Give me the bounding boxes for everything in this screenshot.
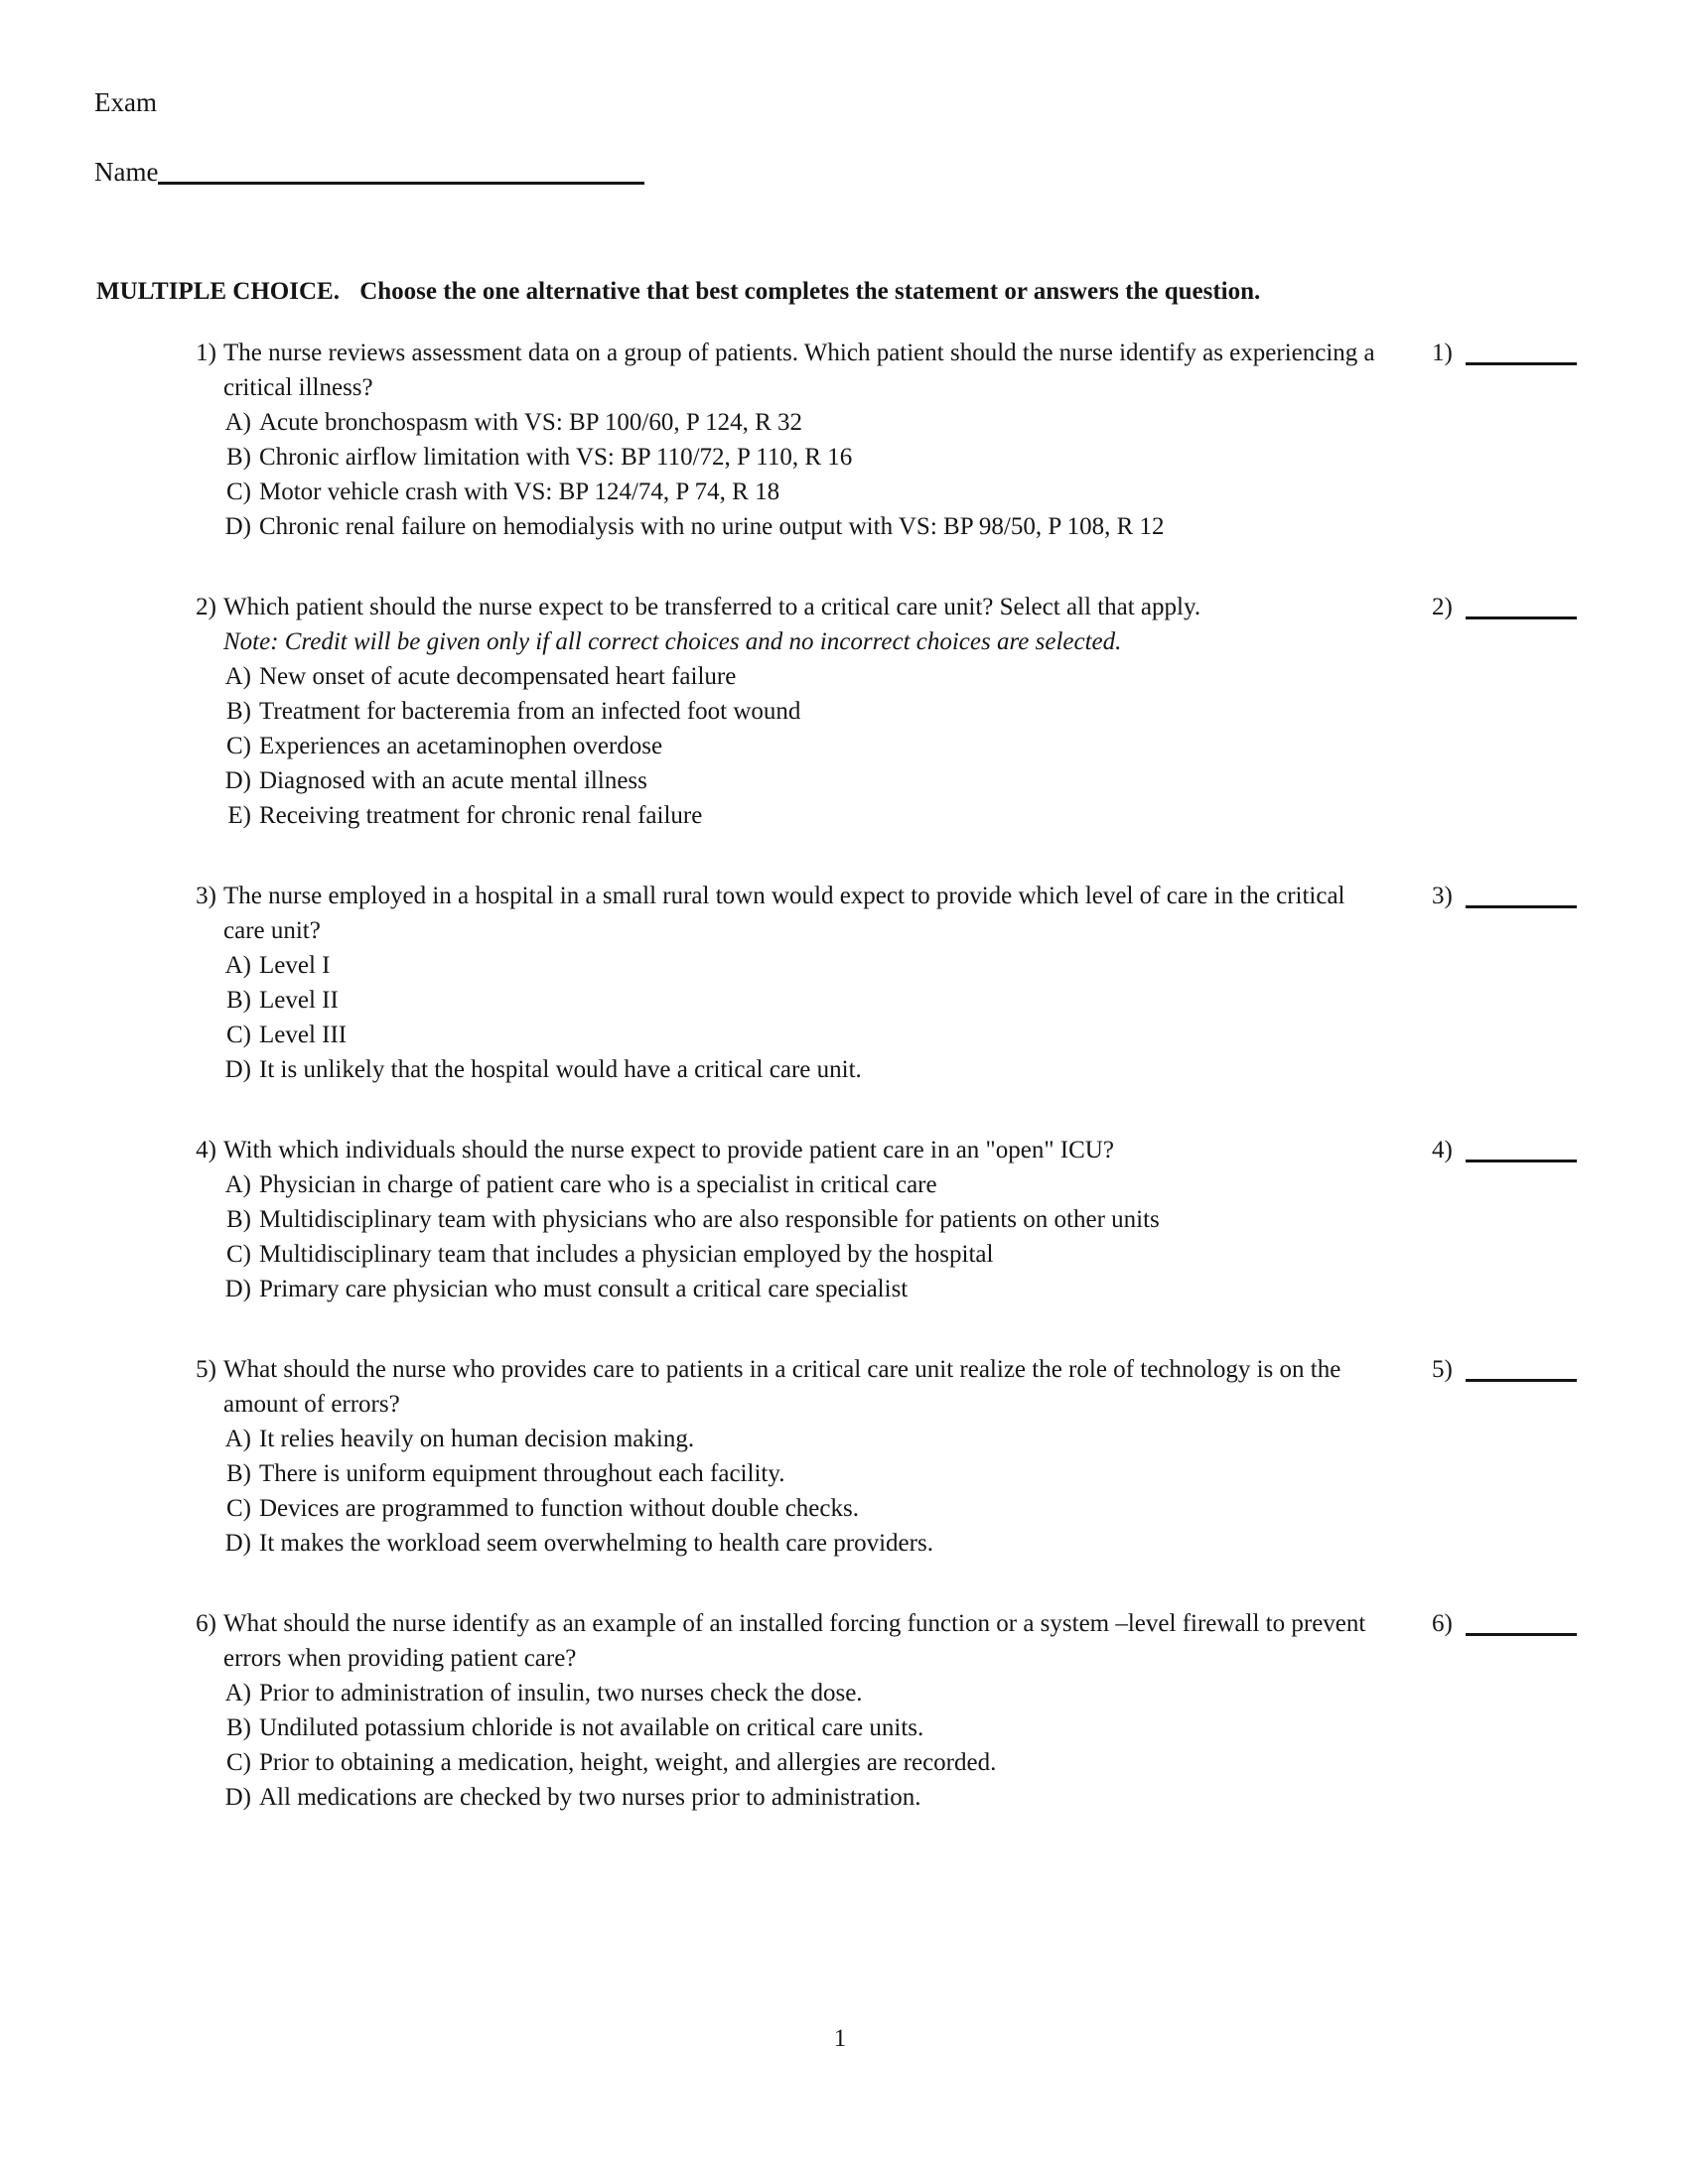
option-text: It relies heavily on human decision making. xyxy=(259,1426,695,1452)
option-row xyxy=(220,1456,1390,1491)
option-text: Motor vehicle crash with VS: BP 124/74, P 74, R 18 xyxy=(259,478,780,505)
option-letter: D) xyxy=(224,1530,251,1557)
option-text: Prior to obtaining a medication, height, weight, and allergies are recorded. xyxy=(259,1749,997,1776)
option-row xyxy=(220,1272,1390,1306)
heading-instruction: Choose the one alternative that best completes the statement or answers the question. xyxy=(359,278,1261,305)
option-letter: A) xyxy=(224,952,251,979)
option-letter: A) xyxy=(224,663,251,690)
multiple-choice-heading xyxy=(96,274,1260,309)
option-row xyxy=(220,659,1390,694)
question-number: 4) xyxy=(196,1137,216,1163)
answer-blank-line xyxy=(1466,591,1577,619)
answer-blank-line xyxy=(1466,880,1577,908)
question-block xyxy=(159,1352,1453,1561)
question-block xyxy=(159,590,1453,833)
option-row xyxy=(220,1676,1390,1710)
option-text: Primary care physician who must consult a critical care specialist xyxy=(259,1276,909,1302)
answer-number: 5) xyxy=(1432,1356,1453,1383)
option-letter: B) xyxy=(226,987,251,1014)
option-text: Receiving treatment for chronic renal failure xyxy=(259,802,703,829)
option-letter: C) xyxy=(226,1495,251,1522)
option-row xyxy=(220,1745,1390,1780)
answer-blank-line xyxy=(1466,1607,1577,1636)
question-text: What should the nurse identify as an example of an installed forcing function or a system –level firewall to prevent errors when providing patient care? xyxy=(223,1610,1366,1672)
options-list xyxy=(159,405,1390,544)
option-row xyxy=(220,763,1390,798)
question-text: What should the nurse who provides care to patients in a critical care unit realize the role of technology is on the amount of errors? xyxy=(223,1356,1341,1418)
option-text: Level III xyxy=(259,1022,348,1048)
option-letter: A) xyxy=(224,409,251,436)
option-letter: B) xyxy=(226,1460,251,1487)
option-text: All medications are checked by two nurses prior to administration. xyxy=(259,1784,921,1811)
option-letter: C) xyxy=(226,1022,251,1048)
option-letter: D) xyxy=(224,513,251,540)
option-row xyxy=(220,509,1390,544)
questions-list xyxy=(159,336,1453,1860)
option-text: Experiences an acetaminophen overdose xyxy=(259,733,663,759)
option-letter: E) xyxy=(227,802,251,829)
option-letter: C) xyxy=(226,478,251,505)
question-stem-row xyxy=(159,336,1390,405)
question-stem-row xyxy=(159,590,1390,624)
option-text: Undiluted potassium chloride is not available on critical care units. xyxy=(259,1714,924,1741)
option-row xyxy=(220,1052,1390,1087)
answer-number: 6) xyxy=(1432,1610,1453,1637)
option-text: Devices are programmed to function without double checks. xyxy=(259,1495,859,1522)
option-row xyxy=(220,475,1390,509)
option-letter: D) xyxy=(224,1056,251,1083)
option-text: Chronic renal failure on hemodialysis with no urine output with VS: BP 98/50, P 108, R 12 xyxy=(259,513,1165,540)
answer-slot xyxy=(1432,590,1577,624)
option-text: Prior to administration of insulin, two nurses check the dose. xyxy=(259,1680,863,1706)
option-text: Level I xyxy=(259,952,331,979)
answer-number: 4) xyxy=(1432,1137,1453,1163)
options-list xyxy=(159,1167,1390,1306)
name-blank-line xyxy=(158,158,644,185)
option-text: There is uniform equipment throughout each facility. xyxy=(259,1460,785,1487)
option-row xyxy=(220,1422,1390,1456)
question-number: 5) xyxy=(196,1356,216,1383)
question-text: Which patient should the nurse expect to be transferred to a critical care unit? Select all that apply. xyxy=(223,594,1201,620)
answer-slot xyxy=(1432,336,1577,370)
option-letter: A) xyxy=(224,1680,251,1706)
question-number: 2) xyxy=(196,594,216,620)
options-list xyxy=(159,948,1390,1087)
option-row xyxy=(220,440,1390,475)
name-label: Name xyxy=(94,157,159,187)
page-number: 1 xyxy=(833,2025,847,2052)
options-list xyxy=(159,659,1390,833)
answer-blank-line xyxy=(1466,337,1577,365)
option-text: Physician in charge of patient care who is a specialist in critical care xyxy=(259,1171,937,1198)
question-stem-row xyxy=(159,1133,1390,1167)
question-text: With which individuals should the nurse expect to provide patient care in an "open" ICU? xyxy=(223,1137,1114,1163)
answer-blank-line xyxy=(1466,1353,1577,1382)
question-block xyxy=(159,879,1453,1087)
answer-slot xyxy=(1432,1133,1577,1167)
question-stem-row xyxy=(159,1352,1390,1422)
option-letter: C) xyxy=(226,1749,251,1776)
answer-slot xyxy=(1432,879,1577,913)
option-row xyxy=(220,1167,1390,1202)
option-text: Chronic airflow limitation with VS: BP 110/72, P 110, R 16 xyxy=(259,444,853,471)
question-number: 1) xyxy=(196,340,216,366)
answer-number: 2) xyxy=(1432,594,1453,620)
option-row xyxy=(220,1780,1390,1815)
question-number: 6) xyxy=(196,1610,216,1637)
question-block xyxy=(159,1133,1453,1306)
option-text: Multidisciplinary team that includes a physician employed by the hospital xyxy=(259,1241,994,1268)
option-letter: D) xyxy=(224,1276,251,1302)
question-stem-row xyxy=(159,879,1390,948)
option-text: It makes the workload seem overwhelming to health care providers. xyxy=(259,1530,933,1557)
option-letter: B) xyxy=(226,1206,251,1233)
option-text: New onset of acute decompensated heart failure xyxy=(259,663,737,690)
options-list xyxy=(159,1422,1390,1561)
name-row xyxy=(94,155,644,190)
option-letter: B) xyxy=(226,1714,251,1741)
answer-number: 1) xyxy=(1432,340,1453,366)
option-letter: B) xyxy=(226,698,251,725)
option-letter: C) xyxy=(226,733,251,759)
option-letter: C) xyxy=(226,1241,251,1268)
answer-slot xyxy=(1432,1352,1577,1387)
option-row xyxy=(220,694,1390,729)
option-row xyxy=(220,1491,1390,1526)
option-row xyxy=(220,729,1390,763)
option-row xyxy=(220,798,1390,833)
option-row xyxy=(220,1526,1390,1561)
option-text: Treatment for bacteremia from an infected foot wound xyxy=(259,698,801,725)
option-letter: D) xyxy=(224,767,251,794)
answer-slot xyxy=(1432,1606,1577,1641)
option-row xyxy=(220,1710,1390,1745)
option-row xyxy=(220,405,1390,440)
option-row xyxy=(220,1018,1390,1052)
option-letter: D) xyxy=(224,1784,251,1811)
option-row xyxy=(220,948,1390,983)
answer-blank-line xyxy=(1466,1134,1577,1162)
question-block xyxy=(159,336,1453,544)
answer-number: 3) xyxy=(1432,883,1453,909)
question-text: The nurse employed in a hospital in a small rural town would expect to provide which level of care in the critical care unit? xyxy=(223,883,1345,944)
option-text: Acute bronchospasm with VS: BP 100/60, P 124, R 32 xyxy=(259,409,803,436)
question-number: 3) xyxy=(196,883,216,909)
question-text: The nurse reviews assessment data on a group of patients. Which patient should the nurse identify as experiencing a critical illness? xyxy=(223,340,1375,401)
option-text: It is unlikely that the hospital would have a critical care unit. xyxy=(259,1056,862,1083)
question-stem-row xyxy=(159,1606,1390,1676)
options-list xyxy=(159,1676,1390,1815)
option-letter: B) xyxy=(226,444,251,471)
question-block xyxy=(159,1606,1453,1815)
exam-label: Exam xyxy=(94,87,157,117)
option-letter: A) xyxy=(224,1171,251,1198)
option-text: Level II xyxy=(259,987,339,1014)
option-text: Multidisciplinary team with physicians who are also responsible for patients on other units xyxy=(259,1206,1160,1233)
option-text: Diagnosed with an acute mental illness xyxy=(259,767,647,794)
option-row xyxy=(220,1202,1390,1237)
option-row xyxy=(220,983,1390,1018)
question-note: Note: Credit will be given only if all correct choices and no incorrect choices are selected. xyxy=(223,628,1122,655)
option-row xyxy=(220,1237,1390,1272)
option-letter: A) xyxy=(224,1426,251,1452)
heading-label: MULTIPLE CHOICE. xyxy=(96,278,340,305)
